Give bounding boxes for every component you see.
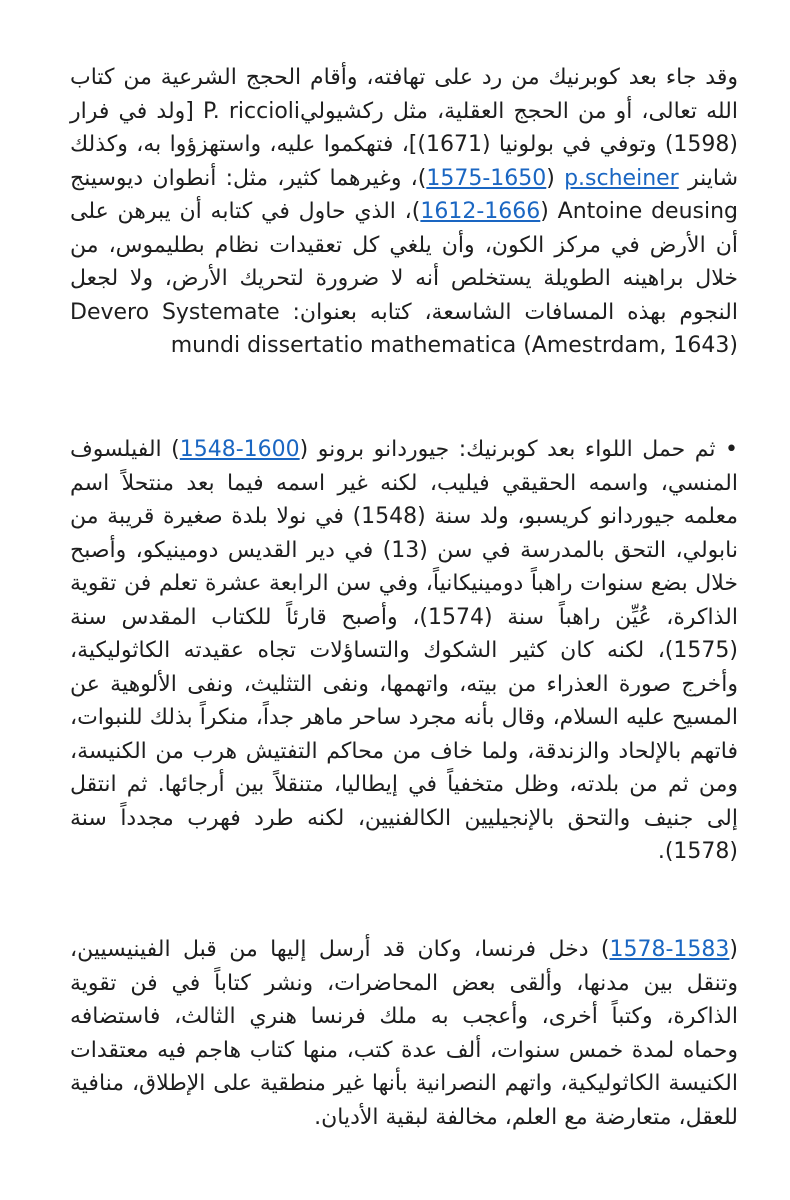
paragraph-text: وقد جاء بعد كوبرنيك من رد على تهافته، وأقام الحجج الشرعية من كتاب الله تعالى، أو من الحجج العقلية، مثل ركشيولي — [70, 65, 738, 124]
paragraph-text: )، وغيرهما كثير، مثل: أنطوان ديوسينج Antoine deusing ( — [70, 165, 739, 224]
paragraph-text: )، الذي حاول في كتابه أن يبرهن على أن الأرض في مركز الكون، وأن يلغي كل تعقيدات نظام بطليموس، من خلال براهينه الطويلة يستخلص أنه لا ضرورة لتحريك الأرض، ولا لجعل النجوم بهذه المسافات الشاسعة، كتابه بعنوان: Devero Systemate mundi dissertatio mathematica (Amestrdam, 1643) — [70, 199, 738, 358]
paragraph-text: ) الفيلسوف المنسي، واسمه الحقيقي فيليب، لكنه غير اسمه فيما بعد منتحلاً اسم معلمه جيوردانو كريسبو، ولد سنة (1548) في نولا بلدة صغيرة قريبة من نابولي، التحق بالمدرسة في سن (13) في دير القديس دومينيكو، وأصبح خلال بضع سنوات راهباً دومينيكانياً، وفي سن الرابعة عشرة تعلم فن تقوية الذاكرة، عُيِّن راهباً سنة (1574)، وأصبح قارئاً للكتاب المقدس سنة (1575)، لكنه كان كثير الشكوك والتساؤلات تجاه عقيدته الكاثوليكية، وأخرج صورة العذراء من بيته، واتهمها، ونفى التثليث، ونفى الألوهية عن المسيح عليه السلام، وقال بأنه مجرد ساحر ماهر جداً، منكراً بذلك للنبوات، فاتهم بالإلحاد والزندقة، ولما خاف من محاكم التفتيش هرب من الكنيسة، ومن ثم من بلدته، وظل متخفياً في إيطاليا، متنقلاً بين أرجائها. ثم انتقل إلى جنيف والتحق بالإنجيليين الكالفنيين، لكنه طرد فهرب مجدداً سنة (1578). — [70, 437, 738, 864]
paragraph-text: ( — [546, 165, 565, 191]
paragraph-text: • ثم حمل اللواء بعد كوبرنيك: جيوردانو برونو ( — [299, 437, 738, 462]
paragraph-text: [ولد في فرار (1598) وتوفي في بولونيا (1671)]، فتهكموا عليه، واستهزؤوا به، وكذلك شاينر — [70, 98, 738, 191]
date-link[interactable]: 1548-1600 — [179, 437, 300, 462]
date-link[interactable]: 1578-1583 — [609, 937, 730, 962]
date-link[interactable]: 1575-1650 — [426, 165, 547, 191]
paragraph-giordano-bruno — [70, 433, 738, 869]
paragraph-text: ( — [729, 937, 738, 962]
date-link[interactable]: p.scheiner — [564, 165, 679, 191]
date-link[interactable]: 1612-1666 — [420, 199, 541, 224]
paragraph-bruno-france — [70, 933, 738, 1134]
paragraph-text: P. riccioli — [202, 98, 301, 124]
paragraph-text: ) دخل فرنسا، وكان قد أرسل إليها من قبل الفينيسيين، وتنقل بين مدنها، وألقى بعض المحاضرات، ونشر كتاباً في فن تقوية الذاكرة، وكتباً أخرى، وأعجب به ملك فرنسا هنري الثالث، فاستضافه وحماه لمدة خمس سنوات، ألف عدة كتب، منها كتاب هاجم فيه معتقدات الكنيسة الكاثوليكية، واتهم النصرانية بأنها غير منطقية على الإطلاق، منافية للعقل، متعارضة مع العلم، مخالفة لبقية الأديان. — [70, 937, 738, 1130]
paragraph-copernicus-critics — [70, 61, 738, 363]
